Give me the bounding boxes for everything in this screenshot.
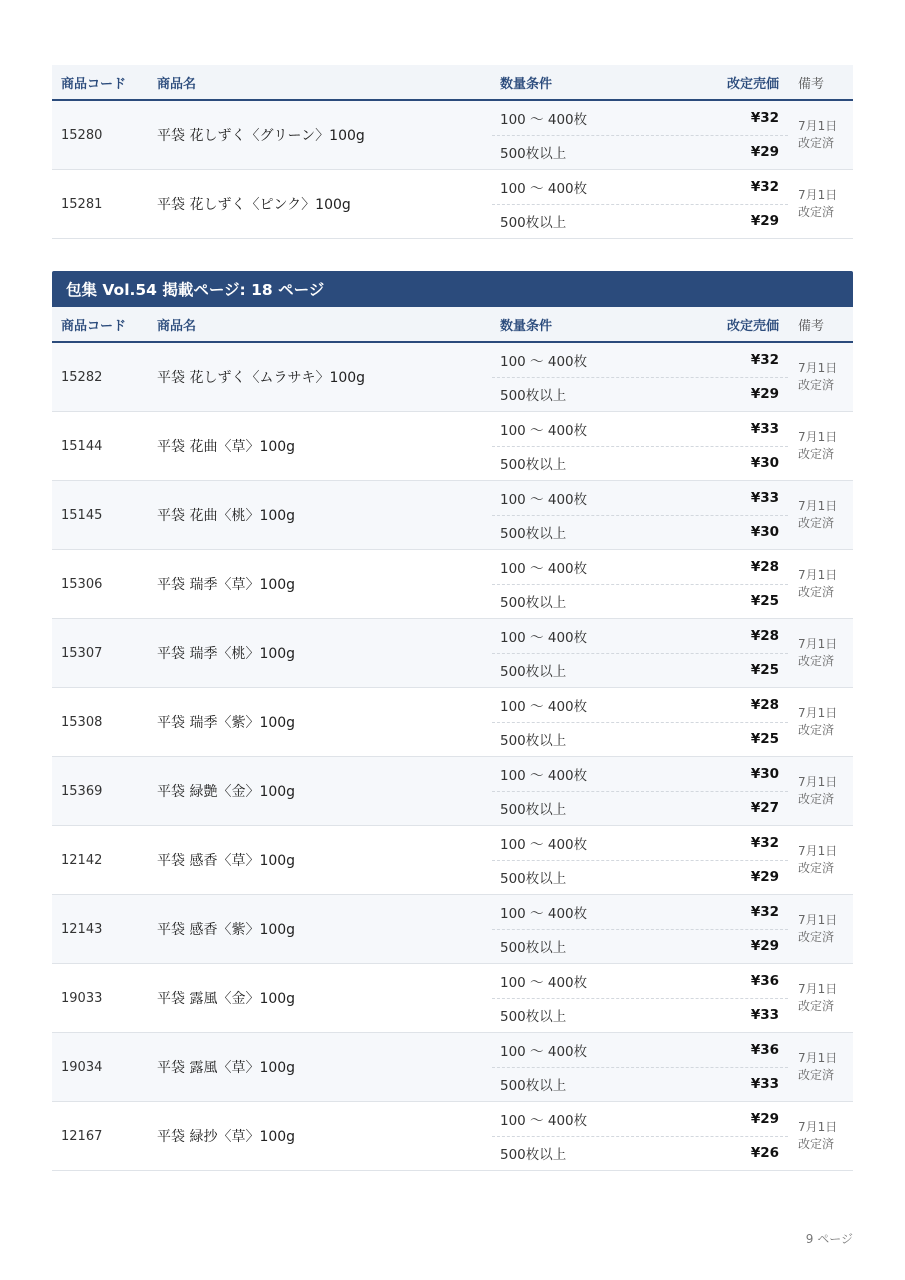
table-body	[52, 101, 853, 239]
price-tier	[492, 516, 788, 550]
quantity-condition: 500枚以上	[500, 1147, 567, 1164]
table-row	[52, 170, 853, 239]
column-header-price: 改定売価	[726, 318, 779, 334]
price-tiers	[492, 826, 788, 894]
price-tier	[492, 343, 788, 378]
product-name: 平袋 瑞季〈紫〉100g	[157, 715, 296, 731]
product-code: 19034	[61, 1059, 103, 1075]
product-name: 平袋 花しずく〈ピンク〉100g	[157, 197, 351, 213]
remarks-line: 7月1日	[798, 430, 838, 444]
remarks	[788, 619, 853, 687]
remarks-line: 改定済	[798, 447, 835, 461]
quantity-condition: 500枚以上	[500, 215, 567, 232]
remarks-line: 7月1日	[798, 119, 838, 133]
price-tier	[492, 964, 788, 999]
product-code: 15306	[61, 576, 103, 592]
revised-price: ¥29	[750, 1110, 779, 1127]
remarks	[788, 343, 853, 411]
price-table	[52, 307, 853, 1171]
revised-price: ¥29	[750, 144, 779, 161]
revised-price: ¥25	[750, 662, 779, 679]
revised-price: ¥33	[750, 489, 779, 506]
remarks-line: 改定済	[798, 1068, 835, 1082]
revised-price: ¥32	[750, 834, 779, 851]
price-tier	[492, 723, 788, 757]
column-header-code: 商品コード	[61, 318, 127, 334]
table-row	[52, 964, 853, 1033]
remarks	[788, 1033, 853, 1101]
product-code: 15280	[61, 127, 103, 143]
revised-price: ¥28	[750, 558, 779, 575]
product-name: 平袋 緑抄〈草〉100g	[157, 1129, 296, 1145]
quantity-condition: 500枚以上	[500, 802, 567, 819]
quantity-condition: 500枚以上	[500, 733, 567, 750]
quantity-condition: 100 〜 400枚	[500, 767, 588, 784]
remarks	[788, 550, 853, 618]
product-name: 平袋 花曲〈草〉100g	[157, 439, 296, 455]
product-name: 平袋 露風〈草〉100g	[157, 1060, 296, 1076]
price-table	[52, 65, 853, 239]
quantity-condition: 100 〜 400枚	[500, 1112, 588, 1129]
product-name: 平袋 花しずく〈ムラサキ〉100g	[157, 370, 366, 386]
column-header-condition: 数量条件	[500, 318, 553, 334]
product-name: 平袋 瑞季〈桃〉100g	[157, 646, 296, 662]
revised-price: ¥30	[750, 524, 779, 541]
price-tier	[492, 930, 788, 964]
remarks-line: 7月1日	[798, 844, 838, 858]
table-row	[52, 757, 853, 826]
remarks-line: 改定済	[798, 516, 835, 530]
revised-price: ¥33	[750, 420, 779, 437]
remarks	[788, 101, 853, 169]
remarks-line: 7月1日	[798, 982, 838, 996]
remarks-line: 改定済	[798, 930, 835, 944]
product-code: 15144	[61, 438, 103, 454]
revised-price: ¥29	[750, 213, 779, 230]
remarks-line: 7月1日	[798, 361, 838, 375]
remarks	[788, 688, 853, 756]
table-row	[52, 101, 853, 170]
product-code: 15145	[61, 507, 103, 523]
price-tier	[492, 447, 788, 481]
price-tier	[492, 895, 788, 930]
revised-price: ¥29	[750, 869, 779, 886]
revised-price: ¥33	[750, 1076, 779, 1093]
price-tiers	[492, 964, 788, 1032]
revised-price: ¥26	[750, 1145, 779, 1162]
quantity-condition: 100 〜 400枚	[500, 180, 588, 197]
revised-price: ¥25	[750, 731, 779, 748]
column-header-name: 商品名	[157, 318, 197, 334]
product-code: 12167	[61, 1128, 103, 1144]
product-name: 平袋 花しずく〈グリーン〉100g	[157, 128, 365, 144]
revised-price: ¥33	[750, 1007, 779, 1024]
price-tier	[492, 654, 788, 688]
price-tier	[492, 205, 788, 239]
price-tiers	[492, 619, 788, 687]
revised-price: ¥30	[750, 455, 779, 472]
quantity-condition: 100 〜 400枚	[500, 1043, 588, 1060]
revised-price: ¥25	[750, 593, 779, 610]
column-header-name: 商品名	[157, 76, 197, 92]
revised-price: ¥27	[750, 800, 779, 817]
section-title: 包集 Vol.54 掲載ページ: 18 ページ	[52, 271, 853, 307]
column-header-price: 改定売価	[726, 76, 779, 92]
remarks-line: 改定済	[798, 585, 835, 599]
product-code: 15307	[61, 645, 103, 661]
table-row	[52, 1033, 853, 1102]
revised-price: ¥28	[750, 627, 779, 644]
price-tier	[492, 861, 788, 895]
price-tier	[492, 1068, 788, 1102]
price-tiers	[492, 757, 788, 825]
remarks	[788, 1102, 853, 1170]
revised-price: ¥32	[750, 109, 779, 126]
column-header-note: 備考	[798, 76, 825, 92]
revised-price: ¥32	[750, 178, 779, 195]
remarks	[788, 757, 853, 825]
revised-price: ¥32	[750, 351, 779, 368]
revised-price: ¥32	[750, 903, 779, 920]
page-number: 9 ページ	[805, 1232, 853, 1246]
remarks-line: 7月1日	[798, 1120, 838, 1134]
quantity-condition: 500枚以上	[500, 664, 567, 681]
quantity-condition: 500枚以上	[500, 146, 567, 163]
remarks-line: 7月1日	[798, 637, 838, 651]
remarks-line: 7月1日	[798, 568, 838, 582]
product-name: 平袋 露風〈金〉100g	[157, 991, 296, 1007]
revised-price: ¥30	[750, 765, 779, 782]
remarks-line: 7月1日	[798, 706, 838, 720]
table-row	[52, 619, 853, 688]
remarks-line: 改定済	[798, 378, 835, 392]
quantity-condition: 100 〜 400枚	[500, 353, 588, 370]
price-tier	[492, 585, 788, 619]
table-block-1	[52, 65, 853, 239]
quantity-condition: 500枚以上	[500, 871, 567, 888]
revised-price: ¥36	[750, 1041, 779, 1058]
price-tier	[492, 170, 788, 205]
price-tiers	[492, 481, 788, 549]
table-row	[52, 1102, 853, 1171]
quantity-condition: 100 〜 400枚	[500, 422, 588, 439]
table-row	[52, 550, 853, 619]
remarks-line: 改定済	[798, 205, 835, 219]
price-tiers	[492, 170, 788, 238]
table-block-2	[52, 271, 853, 1171]
column-header-code: 商品コード	[61, 76, 127, 92]
price-tiers	[492, 343, 788, 411]
remarks	[788, 826, 853, 894]
product-name: 平袋 感香〈紫〉100g	[157, 922, 296, 938]
remarks	[788, 964, 853, 1032]
price-tier	[492, 792, 788, 826]
quantity-condition: 500枚以上	[500, 940, 567, 957]
product-name: 平袋 緑艶〈金〉100g	[157, 784, 296, 800]
table-row	[52, 895, 853, 964]
price-tier	[492, 136, 788, 170]
quantity-condition: 500枚以上	[500, 1078, 567, 1095]
revised-price: ¥28	[750, 696, 779, 713]
price-tiers	[492, 688, 788, 756]
quantity-condition: 100 〜 400枚	[500, 111, 588, 128]
table-header	[52, 65, 853, 101]
quantity-condition: 100 〜 400枚	[500, 836, 588, 853]
revised-price: ¥29	[750, 386, 779, 403]
product-code: 15369	[61, 783, 103, 799]
price-tier	[492, 1102, 788, 1137]
price-tier	[492, 378, 788, 412]
product-name: 平袋 感香〈草〉100g	[157, 853, 296, 869]
remarks-line: 改定済	[798, 654, 835, 668]
remarks-line: 7月1日	[798, 775, 838, 789]
price-tier	[492, 757, 788, 792]
quantity-condition: 100 〜 400枚	[500, 491, 588, 508]
table-body	[52, 343, 853, 1171]
remarks-line: 改定済	[798, 136, 835, 150]
price-tier	[492, 826, 788, 861]
remarks	[788, 895, 853, 963]
remarks-line: 7月1日	[798, 1051, 838, 1065]
product-code: 15308	[61, 714, 103, 730]
remarks-line: 改定済	[798, 1137, 835, 1151]
price-tier	[492, 1033, 788, 1068]
price-tiers	[492, 895, 788, 963]
remarks	[788, 481, 853, 549]
table-row	[52, 412, 853, 481]
price-tier	[492, 101, 788, 136]
product-code: 12143	[61, 921, 103, 937]
quantity-condition: 500枚以上	[500, 526, 567, 543]
table-row	[52, 343, 853, 412]
remarks	[788, 412, 853, 480]
product-code: 19033	[61, 990, 103, 1006]
quantity-condition: 500枚以上	[500, 595, 567, 612]
remarks-line: 改定済	[798, 792, 835, 806]
price-tier	[492, 412, 788, 447]
quantity-condition: 100 〜 400枚	[500, 560, 588, 577]
price-tier	[492, 688, 788, 723]
product-name: 平袋 花曲〈桃〉100g	[157, 508, 296, 524]
table-row	[52, 688, 853, 757]
price-tier	[492, 1137, 788, 1171]
product-code: 12142	[61, 852, 103, 868]
price-tier	[492, 550, 788, 585]
product-code: 15282	[61, 369, 103, 385]
quantity-condition: 100 〜 400枚	[500, 698, 588, 715]
remarks-line: 7月1日	[798, 188, 838, 202]
revised-price: ¥36	[750, 972, 779, 989]
price-tier	[492, 999, 788, 1033]
price-tiers	[492, 101, 788, 169]
quantity-condition: 100 〜 400枚	[500, 974, 588, 991]
price-tiers	[492, 550, 788, 618]
product-name: 平袋 瑞季〈草〉100g	[157, 577, 296, 593]
quantity-condition: 100 〜 400枚	[500, 905, 588, 922]
price-tiers	[492, 1033, 788, 1101]
product-code: 15281	[61, 196, 103, 212]
price-tier	[492, 619, 788, 654]
table-row	[52, 481, 853, 550]
quantity-condition: 500枚以上	[500, 388, 567, 405]
remarks-line: 7月1日	[798, 499, 838, 513]
price-tier	[492, 481, 788, 516]
remarks	[788, 170, 853, 238]
quantity-condition: 500枚以上	[500, 457, 567, 474]
remarks-line: 改定済	[798, 861, 835, 875]
remarks-line: 改定済	[798, 999, 835, 1013]
price-tiers	[492, 1102, 788, 1170]
price-tiers	[492, 412, 788, 480]
table-header	[52, 307, 853, 343]
remarks-line: 7月1日	[798, 913, 838, 927]
table-row	[52, 826, 853, 895]
remarks-line: 改定済	[798, 723, 835, 737]
revised-price: ¥29	[750, 938, 779, 955]
quantity-condition: 500枚以上	[500, 1009, 567, 1026]
column-header-note: 備考	[798, 318, 825, 334]
quantity-condition: 100 〜 400枚	[500, 629, 588, 646]
column-header-condition: 数量条件	[500, 76, 553, 92]
